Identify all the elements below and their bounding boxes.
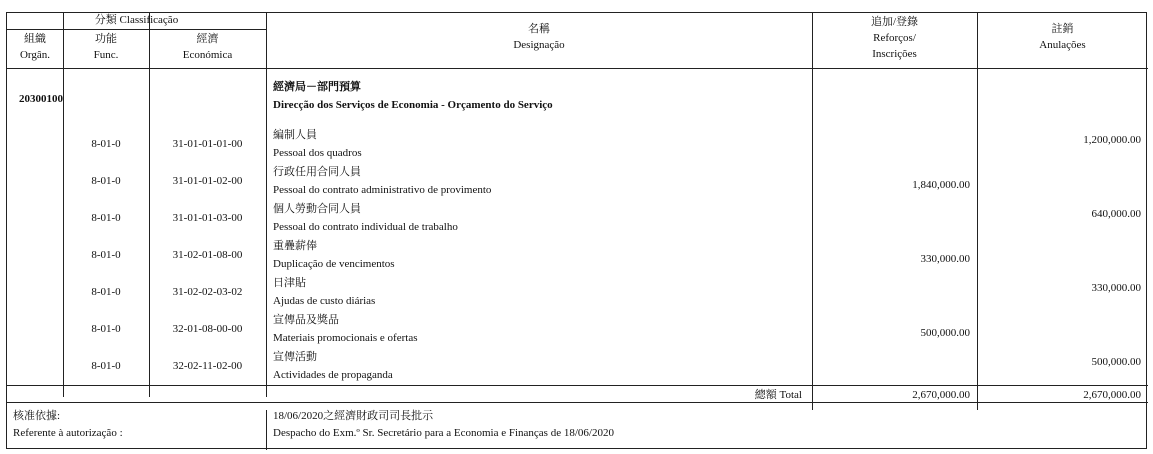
annulment-header-zh: 註銷 <box>1051 23 1074 35</box>
department-name-zh: 經濟局－部門預算 <box>273 81 361 93</box>
col-divider <box>266 13 267 397</box>
row-name-pt: Materiais promocionais e ofertas <box>273 332 418 344</box>
reinforcement-header-zh: 追加/登錄 <box>870 16 919 28</box>
row-econ-code: 31-01-01-02-00 <box>172 175 243 187</box>
row-name-zh: 個人勞動合同人員 <box>273 203 361 215</box>
row-func-code: 8-01-0 <box>91 323 121 335</box>
name-header-zh: 名稱 <box>528 23 550 35</box>
row-func-code: 8-01-0 <box>91 138 121 150</box>
total-annulment: 2,670,000.00 <box>1083 389 1141 401</box>
row-econ-code: 32-02-11-02-00 <box>172 360 243 372</box>
col-divider <box>266 410 267 450</box>
row-func-code: 8-01-0 <box>91 212 121 224</box>
row-name-pt: Ajudas de custo diárias <box>273 295 376 307</box>
row-name-zh: 日津貼 <box>273 277 306 289</box>
row-annulment: 640,000.00 <box>1091 208 1141 220</box>
row-func-code: 8-01-0 <box>91 360 121 372</box>
col-divider <box>149 13 150 397</box>
authorization-label-pt: Referente à autorização : <box>13 427 123 439</box>
row-econ-code: 31-01-01-01-00 <box>172 138 243 150</box>
row-econ-code: 31-01-01-03-00 <box>172 212 243 224</box>
col-divider <box>63 13 64 397</box>
econ-header-zh: 經濟 <box>196 33 219 45</box>
row-name-pt: Pessoal dos quadros <box>273 147 362 159</box>
authorization-text-pt: Despacho do Exm.º Sr. Secretário para a Economia e Finanças de 18/06/2020 <box>273 427 614 439</box>
row-func-code: 8-01-0 <box>91 249 121 261</box>
row-divider <box>7 385 1148 386</box>
row-name-zh: 編制人員 <box>273 129 317 141</box>
reinforcement-header-pt: Reforços/ <box>873 32 916 44</box>
func-header-pt: Func. <box>93 49 119 61</box>
row-econ-code: 31-02-02-03-02 <box>172 286 243 298</box>
row-annulment: 1,200,000.00 <box>1083 134 1141 146</box>
row-name-pt: Duplicação de vencimentos <box>273 258 395 270</box>
row-name-pt: Actividades de propaganda <box>273 369 393 381</box>
row-reinforcement: 500,000.00 <box>920 327 970 339</box>
row-name-zh: 宣傳活動 <box>273 351 317 363</box>
authorization-text-zh: 18/06/2020之經濟財政司司長批示 <box>273 410 434 422</box>
row-divider <box>7 68 1148 69</box>
budget-table <box>6 12 1147 449</box>
econ-header-pt: Económica <box>182 49 233 61</box>
organ-header-zh: 組織 <box>24 33 46 45</box>
row-name-zh: 重疊薪俸 <box>273 240 317 252</box>
annulment-header-pt: Anulações <box>1039 39 1086 51</box>
row-divider <box>7 402 1148 403</box>
department-name-pt: Direcção dos Serviços de Economia - Orçamento do Serviço <box>273 99 553 111</box>
row-func-code: 8-01-0 <box>91 175 121 187</box>
func-header-zh: 功能 <box>95 33 117 45</box>
col-divider <box>812 13 813 410</box>
name-header-pt: Designação <box>513 39 565 51</box>
row-name-pt: Pessoal do contrato individual de trabalho <box>273 221 458 233</box>
row-reinforcement: 1,840,000.00 <box>912 179 970 191</box>
classification-header: 分類 Classificação <box>94 14 179 26</box>
row-annulment: 500,000.00 <box>1091 356 1141 368</box>
row-name-pt: Pessoal do contrato administrativo de provimento <box>273 184 492 196</box>
row-econ-code: 32-01-08-00-00 <box>172 323 243 335</box>
reinforcement-header-pt2: Inscrições <box>872 48 917 60</box>
total-label: 總額 Total <box>754 389 802 401</box>
row-name-zh: 宣傳品及獎品 <box>273 314 339 326</box>
authorization-label-zh: 核准依據: <box>13 410 61 422</box>
total-reinforcement: 2,670,000.00 <box>912 389 970 401</box>
row-econ-code: 31-02-01-08-00 <box>172 249 243 261</box>
row-reinforcement: 330,000.00 <box>920 253 970 265</box>
organ-header-pt: Orgân. <box>19 49 51 61</box>
row-name-zh: 行政任用合同人員 <box>273 166 361 178</box>
row-divider <box>7 29 266 30</box>
row-func-code: 8-01-0 <box>91 286 121 298</box>
row-annulment: 330,000.00 <box>1091 282 1141 294</box>
department-code: 20300100 <box>19 93 63 105</box>
